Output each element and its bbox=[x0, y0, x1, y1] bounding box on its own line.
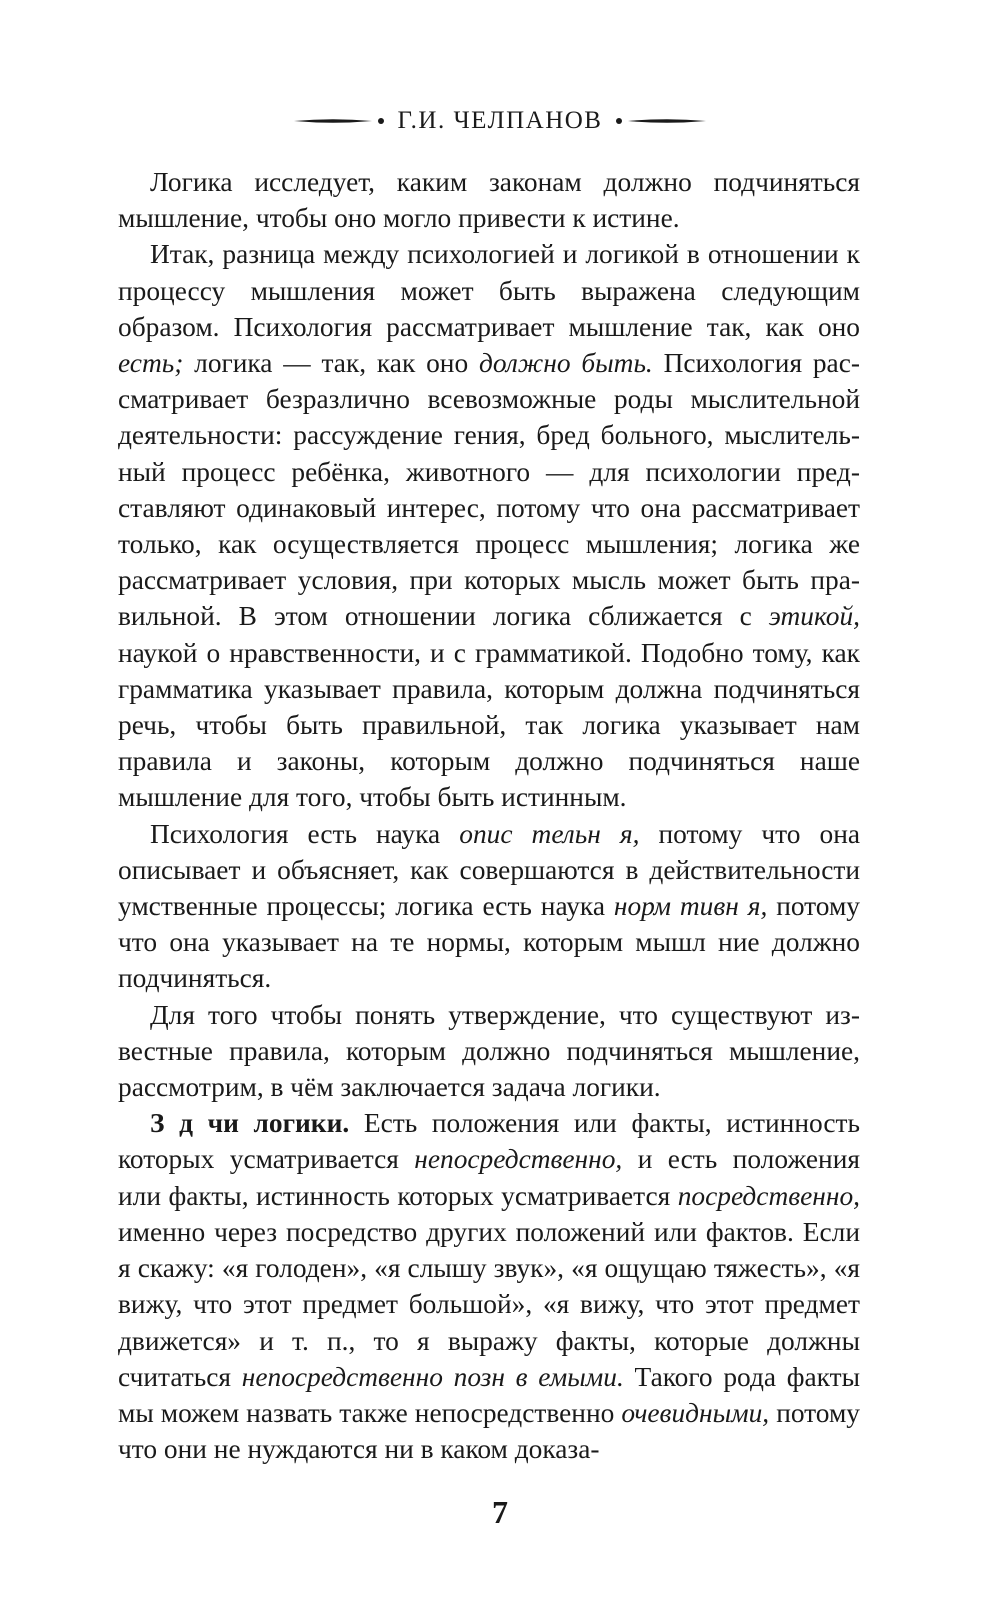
emphasis: этикой, bbox=[768, 601, 860, 632]
section-heading: З д чи логики. bbox=[150, 1108, 350, 1139]
emphasis: посредственно, bbox=[677, 1180, 860, 1211]
left-ornament bbox=[294, 116, 384, 126]
emphasis: непосредственно позн в емыми. bbox=[241, 1361, 624, 1392]
emphasis: должно быть. bbox=[478, 348, 653, 379]
right-ornament bbox=[616, 116, 706, 126]
swash-ornament-icon bbox=[628, 116, 706, 126]
emphasis: очевидными, bbox=[621, 1397, 770, 1428]
paragraph: Итак, разница между психологией и логикой в отношении к процессу мышления может быть выражена следующим образом. Психология рассматривает мышление так, как оно есть; логика — так, как оно должно быть. Психология рассматривает безразлично всевозможные роды мыслительной деятельности: рассуждение гения, бред больного, мыслительный процесс ребёнка, животного — для психологии представляют одинаковый интерес, потому что она рассматривает только, как осуществляется процесс мышления; логика же рассматривает условия, при которых мысль может быть правильной. В этом отношении логика сближается с этикой, наукой о нравственности, и с грамматикой. Подобно тому, как грамматика указывает правила, которым должна подчиняться речь, чтобы быть правильной, так логика указывает нам правила и законы, которым должно подчиняться наше мышление для того, чтобы быть истинным. bbox=[118, 239, 860, 813]
emphasis: опис тельн я, bbox=[459, 818, 640, 849]
paragraph: Психология есть наука опис тельн я, потому что она описывает и объясняет, как совершаются в действительности умственные процессы; логика есть наука норм тивн я, потому что она указывает на те нормы, которым мышл ние должно подчиняться. bbox=[118, 818, 861, 994]
emphasis: непосредственно, bbox=[414, 1144, 623, 1175]
emphasis: норм тивн я, bbox=[613, 891, 768, 922]
dot-ornament-icon bbox=[378, 118, 384, 124]
paragraph: З д чи логики. Есть положения или факты, истинность которых усматривается непосредственно, и есть положения или факты, истинность которых усматривается посредственно, именно через посредство других положений или фактов. Если я скажу: «я голоден», «я слышу звук», «я ощущаю тяжесть», «я вижу, что этот предмет большой», «я вижу, что этот предмет движется» и т. п., то я выражу факты, которые должны считаться непосредственно позн в емыми. Такого рода факты мы можем назвать также непосредственно очевидными, потому что они не нуждаются ни в каком доказа- bbox=[118, 1108, 860, 1465]
running-header bbox=[0, 104, 1000, 138]
paragraph: Логика исследует, каким законам должно подчиняться мышление, чтобы оно могло привести к истине. bbox=[118, 167, 860, 234]
dot-ornament-icon bbox=[616, 118, 622, 124]
page-number: 7 bbox=[492, 1494, 508, 1530]
author-name: Г.И. ЧЕЛПАНОВ bbox=[397, 107, 603, 134]
body-text bbox=[118, 164, 860, 1467]
swash-ornament-icon bbox=[294, 116, 372, 126]
emphasis: есть; bbox=[118, 348, 184, 379]
paragraph: Для того чтобы понять утверждение, что существуют известные правила, которым должно подчиняться мышление, рассмотрим, в чём заключается задача логики. bbox=[118, 999, 860, 1103]
